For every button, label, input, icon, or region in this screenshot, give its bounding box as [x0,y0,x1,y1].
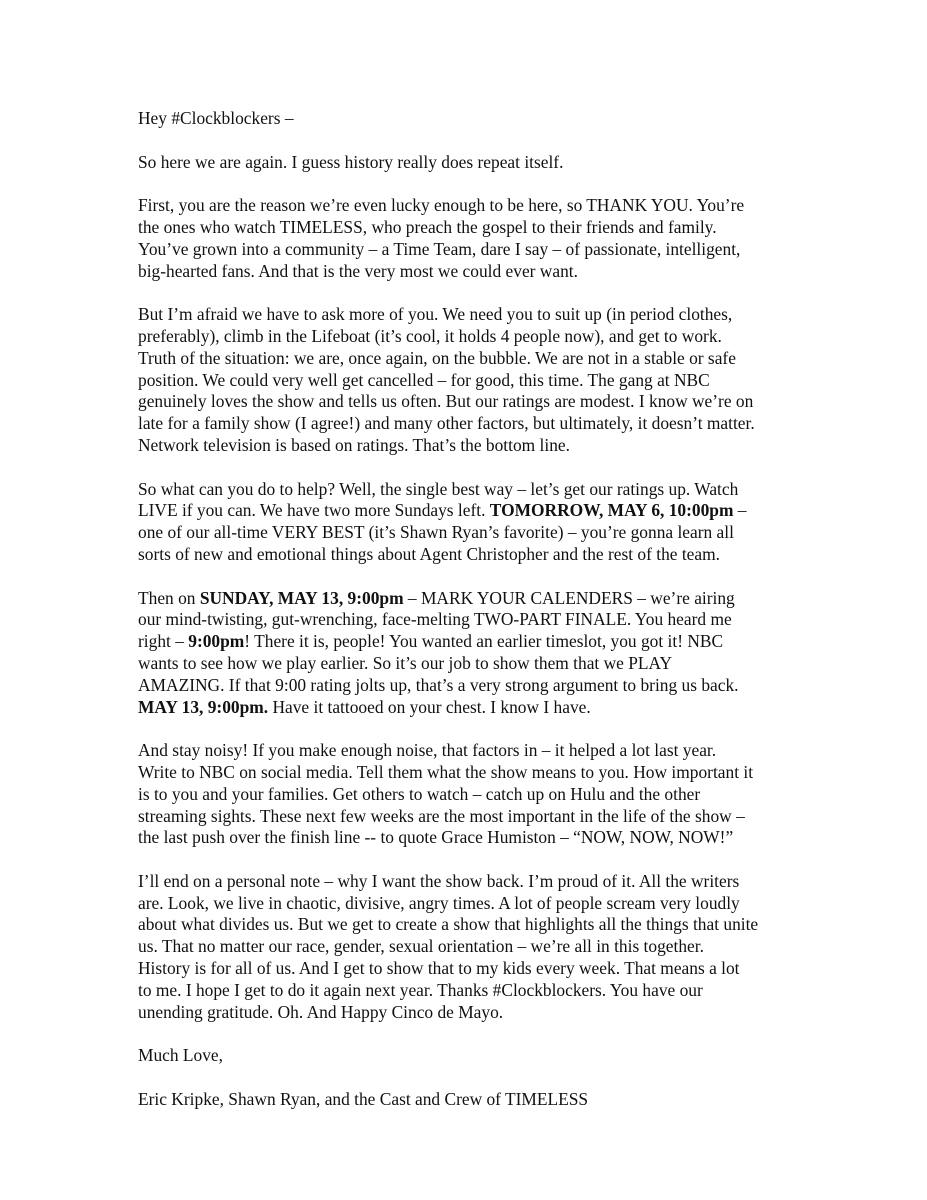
greeting: Hey #Clockblockers – [138,108,294,128]
text-run: – one of our all-time VERY BEST (it’s Shawn Ryan’s favorite) – you’re gonna learn all sorts of new and emotional things about Agent Christopher and the rest of the team. [138,500,747,564]
text-run: ! There it is, people! You wanted an earlier timeslot, you got it! NBC wants to see how we play earlier. So it’s our job to show them that we PLAY AMAZING. If that 9:00 rating jolts up, that’s a very strong argument to bring us back. [138,631,739,695]
paragraph-thanks: First, you are the reason we’re even lucky enough to be here, so THANK YOU. You’re the ones who watch TIMELESS, who preach the gospel to their friends and family. You’ve grown into a community – a Time Team, dare I say – of passionate, intelligent, big-hearted fans. And that is the very most we could ever want. [138,195,745,281]
bold-airdate-may-13: SUNDAY, MAY 13, 9:00pm [199,587,404,608]
text-run: – MARK YOUR CALENDERS – we’re airing our mind-twisting, gut-wrenching, face-melting TWO-PART FINALE. You heard me right – [138,587,735,652]
bold-reminder-may-13: MAY 13, 9:00pm. [138,696,269,717]
paragraph-finale [138,588,788,719]
paragraph-how-to-help [138,479,788,566]
signature: Eric Kripke, Shawn Ryan, and the Cast and Crew of TIMELESS [138,1088,589,1109]
paragraph-personal-note: I’ll end on a personal note – why I want the show back. I’m proud of it. All the writers are. Look, we live in chaotic, divisive, angry times. A lot of people scream very loudly about what divides us. But we get to create a show that highlights all the things that unite us. That no matter our race, gender, sexual orientation – we’re all in this together. History is for all of us. And I get to show that to my kids every week. That means a lot to me. I hope I get to do it again next year. Thanks #Clockblockers. You have our unending gratitude. Oh. And Happy Cinco de Mayo. [138,870,759,1022]
paragraph-intro: So here we are again. I guess history really does repeat itself. [138,151,564,172]
bold-time-9pm: 9:00pm [188,631,245,652]
text-run: Have it tattooed on your chest. I know I have. [268,696,591,717]
closing: Much Love, [138,1045,224,1066]
paragraph-situation: But I’m afraid we have to ask more of you. We need you to suit up (in period clothes, preferably), climb in the Lifeboat (it’s cool, it holds 4 people now), and get to work. Truth of the situation: we are, once again, on the bubble. We are not in a stable or safe position. We could very well get cancelled – for good, this time. The gang at NBC genuinely loves the show and tells us often. But our ratings are modest. I know we’re on late for a family show (I agree!) and many other factors, but ultimately, it doesn’t matter. Network television is based on ratings. That’s the bottom line. [138,304,755,455]
text-run: So what can you do to help? Well, the single best way – let’s get our ratings up. Watch LIVE if you can. We have two more Sundays left. [138,478,739,521]
letter-document [138,108,788,1132]
text-run: Then on [138,587,200,608]
bold-airdate-may-6: TOMORROW, MAY 6, 10:00pm [489,500,734,521]
paragraph-stay-noisy: And stay noisy! If you make enough noise, that factors in – it helped a lot last year. Write to NBC on social media. Tell them what the show means to you. How important it is to you and your families. Get others to watch – catch up on Hulu and the other streaming sights. These next few weeks are the most important in the life of the show – the last push over the finish line -- to quote Grace Humiston – “NOW, NOW, NOW!” [138,740,754,848]
